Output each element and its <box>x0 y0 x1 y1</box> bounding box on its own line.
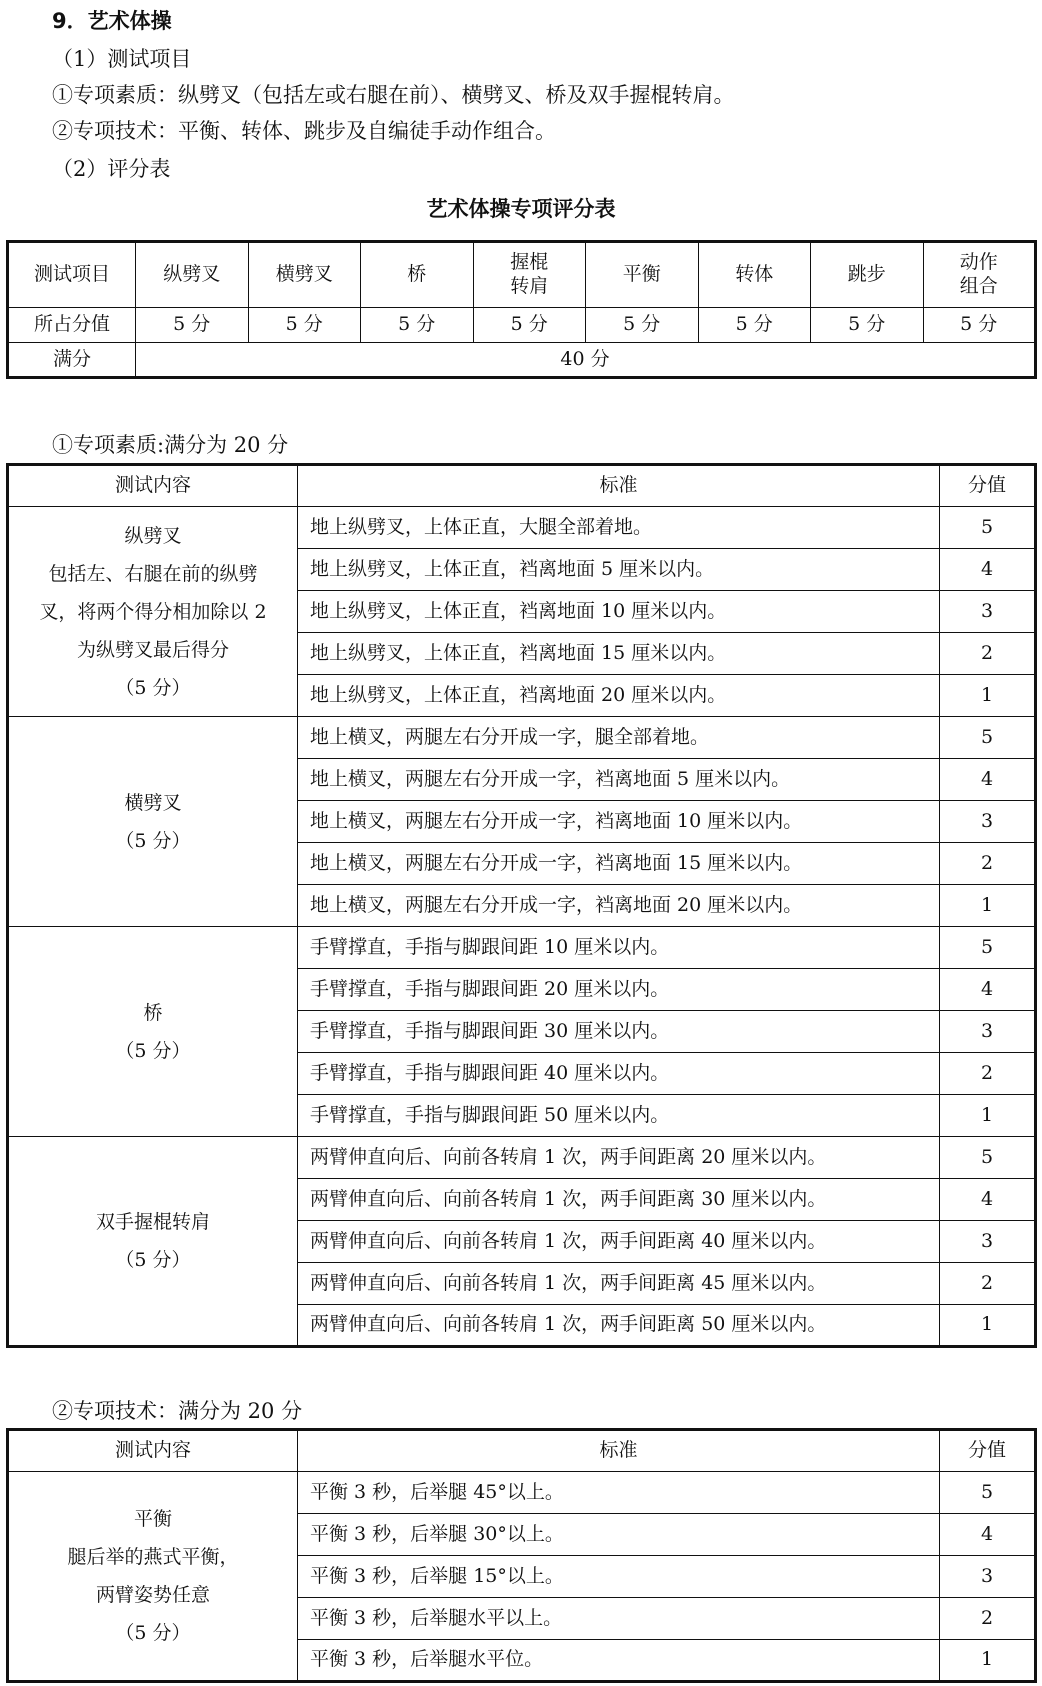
standard-cell: 手臂撑直，手指与脚跟间距 50 厘米以内。 <box>298 1095 940 1137</box>
score-cell: 1 <box>940 1305 1036 1347</box>
summary-item: 握棍转肩 <box>473 242 586 308</box>
col-header-content: 测试内容 <box>8 1430 298 1472</box>
col-header-score: 分值 <box>940 465 1036 507</box>
summary-points: 5 分 <box>361 308 474 343</box>
score-cell: 2 <box>940 1053 1036 1095</box>
summary-points: 5 分 <box>698 308 811 343</box>
standard-cell: 两臂伸直向后、向前各转肩 1 次，两手间距离 20 厘米以内。 <box>298 1137 940 1179</box>
summary-points: 5 分 <box>923 308 1036 343</box>
standard-cell: 地上横叉，两腿左右分开成一字，裆离地面 5 厘米以内。 <box>298 759 940 801</box>
test-content-line: （5 分） <box>115 1249 191 1271</box>
standard-cell: 平衡 3 秒，后举腿水平以上。 <box>298 1598 940 1640</box>
test-content-line: 双手握棍转肩 <box>95 1211 210 1233</box>
score-cell: 2 <box>940 1263 1036 1305</box>
test-content-cell <box>8 1137 298 1347</box>
score-cell: 4 <box>940 549 1036 591</box>
test-content-line: （5 分） <box>115 676 191 699</box>
standard-cell: 地上横叉，两腿左右分开成一字，腿全部着地。 <box>298 717 940 759</box>
section-title: 9．艺术体操 <box>52 9 172 33</box>
standard-cell: 两臂伸直向后、向前各转肩 1 次，两手间距离 50 厘米以内。 <box>298 1305 940 1347</box>
score-cell: 4 <box>940 759 1036 801</box>
summary-item: 动作组合 <box>923 242 1036 308</box>
score-cell: 5 <box>940 717 1036 759</box>
subheading-score-table: （2）评分表 <box>52 157 171 181</box>
summary-points: 5 分 <box>136 308 249 343</box>
score-cell: 3 <box>940 591 1036 633</box>
standard-cell: 平衡 3 秒，后举腿水平位。 <box>298 1640 940 1682</box>
summary-points: 5 分 <box>473 308 586 343</box>
score-cell: 1 <box>940 1640 1036 1682</box>
summary-points: 5 分 <box>811 308 924 343</box>
standard-cell: 地上纵劈叉，上体正直，裆离地面 20 厘米以内。 <box>298 675 940 717</box>
col-header-standard: 标准 <box>298 1430 940 1472</box>
test-content-line: 叉，将两个得分相加除以 2 <box>39 600 267 623</box>
test-content-cell <box>8 717 298 927</box>
summary-header-label: 测试项目 <box>8 242 136 308</box>
col-header-score: 分值 <box>940 1430 1036 1472</box>
standard-cell: 手臂撑直，手指与脚跟间距 20 厘米以内。 <box>298 969 940 1011</box>
score-cell: 4 <box>940 1514 1036 1556</box>
score-cell: 5 <box>940 507 1036 549</box>
summary-item: 桥 <box>361 242 474 308</box>
standard-cell: 地上纵劈叉，上体正直，大腿全部着地。 <box>298 507 940 549</box>
summary-points-label: 所占分值 <box>8 308 136 343</box>
test-content-line: （5 分） <box>115 1622 191 1644</box>
score-cell: 5 <box>940 1137 1036 1179</box>
test-content-line: （5 分） <box>115 829 191 852</box>
test-item-technique: ②专项技术：平衡、转体、跳步及自编徒手动作组合。 <box>52 119 556 143</box>
subheading-test-items: （1）测试项目 <box>52 47 192 71</box>
score-cell: 5 <box>940 927 1036 969</box>
standard-cell: 地上横叉，两腿左右分开成一字，裆离地面 20 厘米以内。 <box>298 885 940 927</box>
score-cell: 2 <box>940 1598 1036 1640</box>
test-content-line: 桥 <box>143 1001 163 1024</box>
summary-item: 平衡 <box>586 242 699 308</box>
standard-cell: 两臂伸直向后、向前各转肩 1 次，两手间距离 45 厘米以内。 <box>298 1263 940 1305</box>
score-cell: 2 <box>940 633 1036 675</box>
standard-cell: 地上横叉，两腿左右分开成一字，裆离地面 10 厘米以内。 <box>298 801 940 843</box>
score-cell: 3 <box>940 1011 1036 1053</box>
summary-table-caption: 艺术体操专项评分表 <box>426 197 616 221</box>
standard-cell: 地上纵劈叉，上体正直，裆离地面 5 厘米以内。 <box>298 549 940 591</box>
summary-points: 5 分 <box>248 308 361 343</box>
technique-heading: ②专项技术：满分为 20 分 <box>52 1399 303 1423</box>
test-content-line: 纵劈叉 <box>124 524 182 547</box>
score-cell: 3 <box>940 1556 1036 1598</box>
summary-item: 跳步 <box>811 242 924 308</box>
test-content-line: 为纵劈叉最后得分 <box>76 638 229 661</box>
score-cell: 2 <box>940 843 1036 885</box>
score-cell: 1 <box>940 1095 1036 1137</box>
summary-total-label: 满分 <box>8 343 136 378</box>
summary-item: 横劈叉 <box>248 242 361 308</box>
standard-cell: 两臂伸直向后、向前各转肩 1 次，两手间距离 40 厘米以内。 <box>298 1221 940 1263</box>
standard-cell: 平衡 3 秒，后举腿 30°以上。 <box>298 1514 940 1556</box>
score-cell: 5 <box>940 1472 1036 1514</box>
standard-cell: 地上横叉，两腿左右分开成一字，裆离地面 15 厘米以内。 <box>298 843 940 885</box>
standard-cell: 手臂撑直，手指与脚跟间距 10 厘米以内。 <box>298 927 940 969</box>
summary-table <box>6 240 1037 379</box>
test-content-cell <box>8 927 298 1137</box>
standard-cell: 两臂伸直向后、向前各转肩 1 次，两手间距离 30 厘米以内。 <box>298 1179 940 1221</box>
score-cell: 1 <box>940 675 1036 717</box>
standard-cell: 地上纵劈叉，上体正直，裆离地面 15 厘米以内。 <box>298 633 940 675</box>
score-cell: 3 <box>940 801 1036 843</box>
test-content-line: 包括左、右腿在前的纵劈 <box>48 562 258 585</box>
score-cell: 3 <box>940 1221 1036 1263</box>
score-cell: 1 <box>940 885 1036 927</box>
standard-cell: 平衡 3 秒，后举腿 45°以上。 <box>298 1472 940 1514</box>
test-content-line: 两臂姿势任意 <box>95 1584 210 1606</box>
technique-table <box>6 1428 1037 1683</box>
col-header-standard: 标准 <box>298 465 940 507</box>
test-content-line: 横劈叉 <box>124 791 182 814</box>
summary-item: 转体 <box>698 242 811 308</box>
test-content-line: 腿后举的燕式平衡， <box>67 1546 239 1568</box>
col-header-content: 测试内容 <box>8 465 298 507</box>
test-content-line: 平衡 <box>133 1508 172 1530</box>
standard-cell: 手臂撑直，手指与脚跟间距 30 厘米以内。 <box>298 1011 940 1053</box>
standard-cell: 地上纵劈叉，上体正直，裆离地面 10 厘米以内。 <box>298 591 940 633</box>
test-content-cell <box>8 1472 298 1682</box>
test-content-line: （5 分） <box>115 1039 191 1062</box>
physical-table <box>6 463 1037 1348</box>
test-content-cell <box>8 507 298 717</box>
summary-item: 纵劈叉 <box>136 242 249 308</box>
physical-heading: ①专项素质:满分为 20 分 <box>52 433 289 457</box>
summary-total: 40 分 <box>136 343 1036 378</box>
summary-points: 5 分 <box>586 308 699 343</box>
score-cell: 4 <box>940 1179 1036 1221</box>
standard-cell: 手臂撑直，手指与脚跟间距 40 厘米以内。 <box>298 1053 940 1095</box>
score-cell: 4 <box>940 969 1036 1011</box>
standard-cell: 平衡 3 秒，后举腿 15°以上。 <box>298 1556 940 1598</box>
test-item-physical: ①专项素质：纵劈叉（包括左或右腿在前）、横劈叉、桥及双手握棍转肩。 <box>52 83 735 107</box>
